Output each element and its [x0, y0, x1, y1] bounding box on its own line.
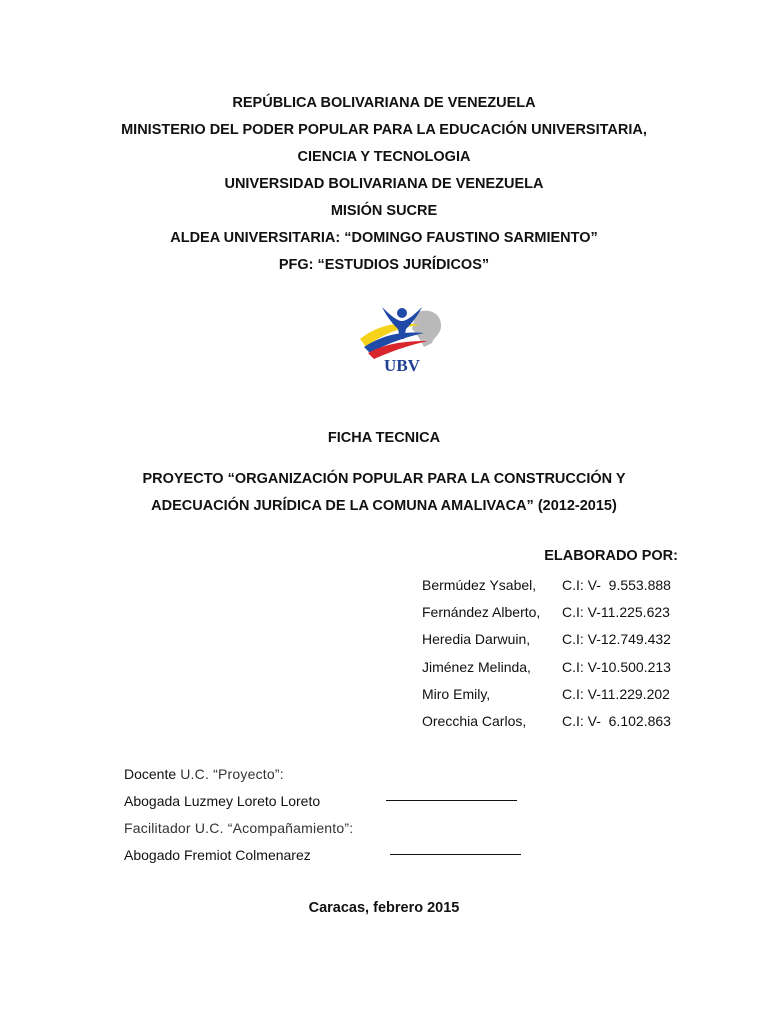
author-name: Bermúdez Ysabel, [422, 577, 537, 593]
elaborado-por-heading: ELABORADO POR: [544, 548, 678, 564]
docente-name: Abogada Luzmey Loreto Loreto [124, 793, 321, 809]
docente-label-prefix: Docente [124, 766, 177, 782]
header-line-universidad: UNIVERSIDAD BOLIVARIANA DE VENEZUELA [224, 176, 544, 192]
author-ci: C.I: V-12.749.432 [562, 631, 671, 647]
project-title-line-1: PROYECTO “ORGANIZACIÓN POPULAR PARA LA CONSTRUCCIÓN Y [142, 471, 626, 487]
project-title-line-2: ADECUACIÓN JURÍDICA DE LA COMUNA AMALIVACA” (2012-2015) [151, 498, 617, 514]
author-ci: C.I: V-11.225.623 [562, 604, 670, 620]
docente-label-uc: U.C. “Proyecto”: [176, 766, 284, 782]
author-name: Jiménez Melinda, [422, 659, 531, 675]
ficha-tecnica-title: FICHA TECNICA [327, 430, 441, 446]
facilitador-label: Facilitador U.C. “Acompañamiento”: [124, 820, 354, 836]
facilitador-name: Abogado Fremiot Colmenarez [124, 847, 311, 863]
header-line-pfg: PFG: “ESTUDIOS JURÍDICOS” [278, 257, 490, 273]
header-line-aldea: ALDEA UNIVERSITARIA: “DOMINGO FAUSTINO SARMIENTO” [170, 230, 598, 246]
header-line-mision: MISIÓN SUCRE [330, 203, 438, 219]
logo-text: UBV [384, 356, 420, 375]
header-line-ciencia: CIENCIA Y TECNOLOGIA [297, 149, 471, 165]
header-line-republica: REPÚBLICA BOLIVARIANA DE VENEZUELA [232, 95, 536, 111]
author-name: Fernández Alberto, [422, 604, 541, 620]
docente-label [124, 766, 284, 782]
author-name: Heredia Darwuin, [422, 631, 531, 647]
place-date: Caracas, febrero 2015 [308, 900, 460, 916]
author-name: Orecchia Carlos, [422, 713, 527, 729]
institution-header [0, 90, 768, 279]
author-name: Miro Emily, [422, 686, 491, 702]
docente-signature-line [386, 800, 517, 801]
author-ci: C.I: V-10.500.213 [562, 659, 671, 675]
facilitador-signature-line [390, 854, 521, 855]
header-line-ministerio: MINISTERIO DEL PODER POPULAR PARA LA EDUCACIÓN UNIVERSITARIA, [121, 122, 647, 138]
author-ci: C.I: V- 6.102.863 [562, 713, 671, 729]
logo-figure-head [397, 308, 407, 318]
author-ci: C.I: V-11.229.202 [562, 686, 670, 702]
author-ci: C.I: V- 9.553.888 [562, 577, 671, 593]
project-title [0, 466, 768, 520]
ubv-logo [358, 303, 448, 375]
